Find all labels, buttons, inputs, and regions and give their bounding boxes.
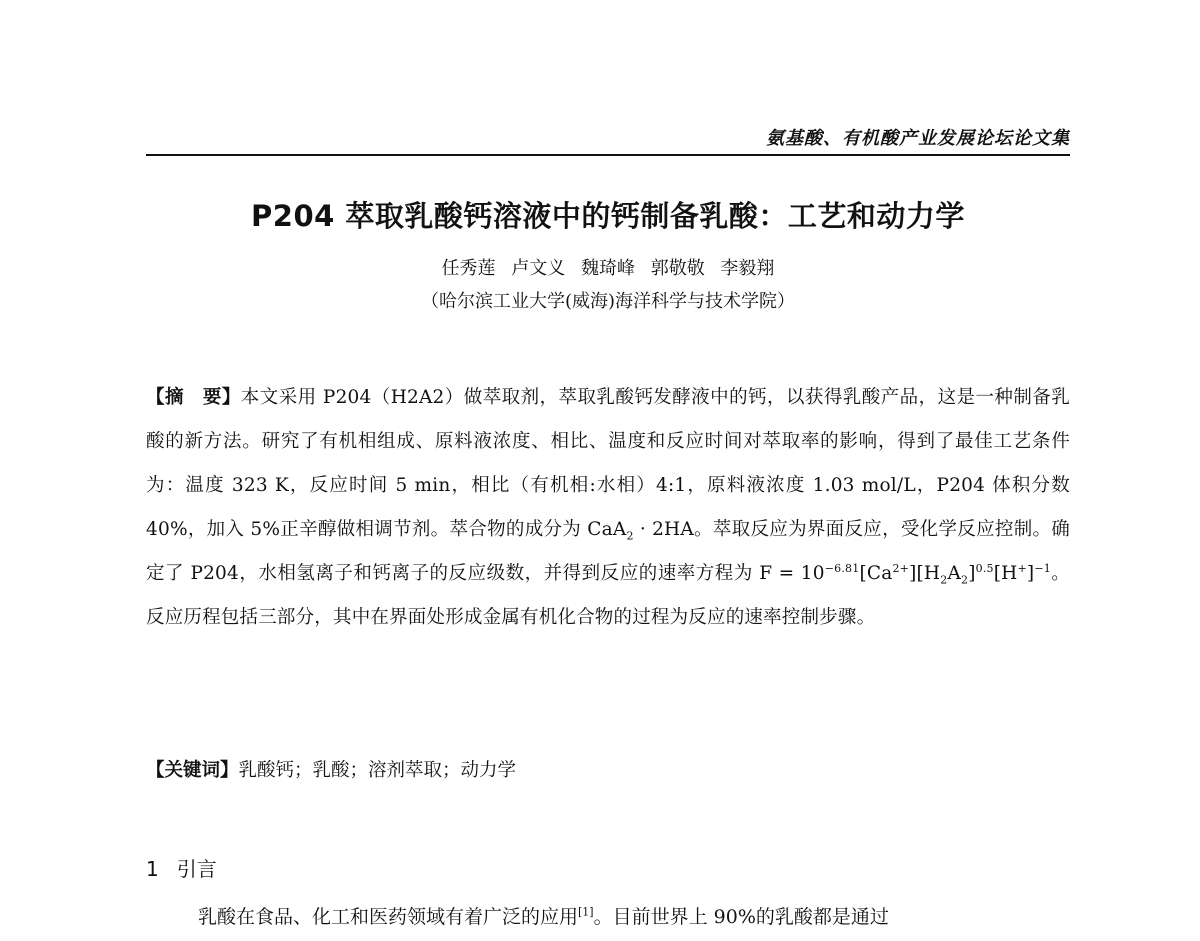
section-number: 1 xyxy=(146,857,159,881)
running-header: 氨基酸、有机酸产业发展论坛论文集 xyxy=(766,128,1070,149)
abstract-text-6: ] xyxy=(968,563,976,584)
abstract-label: 【摘 要】 xyxy=(146,387,241,408)
paper-title: P204 萃取乳酸钙溶液中的钙制备乳酸：工艺和动力学 xyxy=(251,199,965,233)
intro-paragraph xyxy=(198,902,1078,929)
abstract-sup-4: + xyxy=(1017,561,1027,575)
keywords-label: 【关键词】 xyxy=(146,760,239,781)
abstract-sup-2: 2+ xyxy=(892,561,910,575)
abstract-sub-1: 2 xyxy=(626,529,634,543)
abstract-text-7: [H xyxy=(993,563,1018,584)
abstract-sup-1: −6.81 xyxy=(824,561,860,575)
abstract-sub-3: 2 xyxy=(961,573,969,587)
keywords-text: 乳酸钙；乳酸；溶剂萃取；动力学 xyxy=(238,760,517,781)
abstract-paragraph xyxy=(146,376,1070,640)
abstract-text-1: 本文采用 P204（H2A2）做萃取剂，萃取乳酸钙发酵液中的钙，以获得乳酸产品，这是一种制备乳酸的新方法。研究了有机相组成、原料液浓度、相比、温度和反应时间对萃取率的影响，得到了最佳工艺条件为：温度 323 K，反应时间 5 min，相比（有机相:水相）4:1，原料液浓度 1.03 mol/L，P204 体积分数 40%，加入 5%正辛醇做相调节剂。萃合物的成分为 CaA xyxy=(146,387,1070,540)
intro-text-end: 。目前世界上 90%的乳酸都是通过 xyxy=(593,906,889,928)
abstract-sup-3: 0.5 xyxy=(975,561,994,575)
abstract-sup-5: −1 xyxy=(1034,561,1051,575)
citation-ref: [1] xyxy=(578,905,594,919)
abstract-text-9: 。反应历程包括三部分，其中在界面处形成金属有机化合物的过程为反应的速率控制步骤。 xyxy=(146,563,1070,628)
section-heading xyxy=(146,853,217,882)
section-title: 引言 xyxy=(176,857,217,881)
affiliation: （哈尔滨工业大学(威海)海洋科学与技术学院） xyxy=(420,291,796,312)
abstract-text-3: [Ca xyxy=(859,563,893,584)
header-rule xyxy=(146,154,1070,156)
abstract-text-5: A xyxy=(947,563,962,584)
abstract-text-4: ][H xyxy=(909,563,941,584)
keywords-line xyxy=(146,756,1070,782)
author-list: 任秀莲 卢文义 魏琦峰 郭敬敬 李毅翔 xyxy=(441,258,775,279)
abstract-text-2: · 2HA。萃取反应为界面反应，受化学反应控制。确定了 P204，水相氢离子和钙离子的反应级数，并得到反应的速率方程为 F = 10 xyxy=(146,519,1071,584)
abstract-sub-2: 2 xyxy=(940,573,948,587)
abstract-text-8: ] xyxy=(1026,563,1035,584)
intro-text-start: 乳酸在食品、化工和医药领域有着广泛的应用 xyxy=(198,906,579,928)
